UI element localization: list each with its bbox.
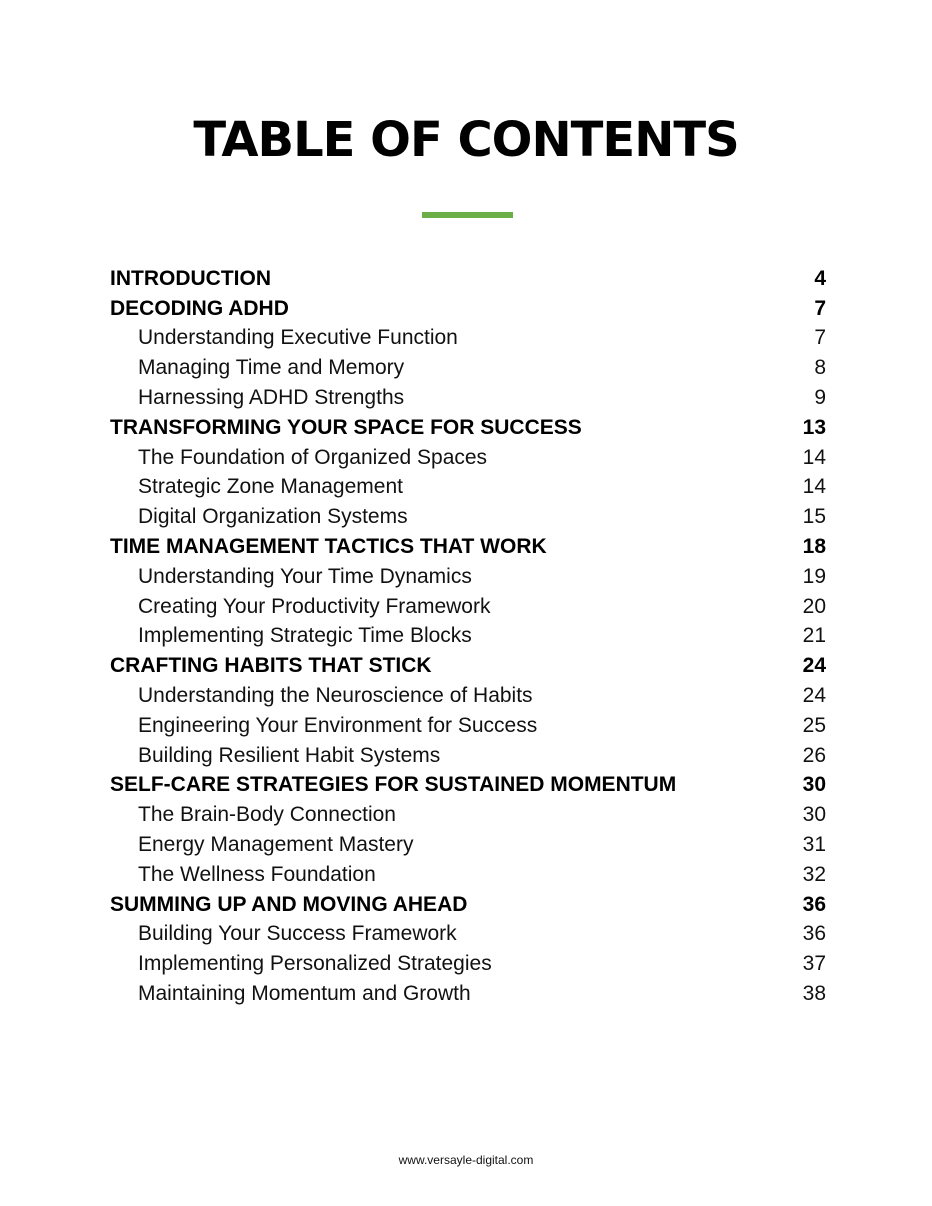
toc-entry-title: Understanding Your Time Dynamics [138, 564, 472, 588]
toc-entry-title: The Brain-Body Connection [138, 803, 396, 827]
toc-entry-title: SELF-CARE STRATEGIES FOR SUSTAINED MOMENTUM [110, 773, 677, 797]
toc-entry-title: TRANSFORMING YOUR SPACE FOR SUCCESS [110, 415, 582, 439]
toc-page-number: 4 [814, 266, 826, 290]
toc-section-row[interactable] [110, 383, 826, 413]
toc-chapter-row[interactable] [110, 651, 826, 681]
toc-entry-title: Engineering Your Environment for Success [138, 713, 538, 737]
toc-section-row[interactable] [110, 741, 826, 771]
table-of-contents [110, 264, 826, 1009]
toc-section-row[interactable] [110, 920, 826, 950]
toc-entry-title: INTRODUCTION [110, 266, 271, 290]
toc-entry-title: Maintaining Momentum and Growth [138, 982, 471, 1006]
toc-page-number: 36 [802, 892, 826, 916]
toc-entry-title: Building Resilient Habit Systems [138, 743, 441, 767]
toc-section-row[interactable] [110, 949, 826, 979]
toc-section-row[interactable] [110, 830, 826, 860]
page-title: TABLE OF CONTENTS [193, 112, 739, 168]
toc-section-row[interactable] [110, 979, 826, 1009]
toc-page-number: 21 [802, 624, 826, 648]
toc-section-row[interactable] [110, 353, 826, 383]
toc-page-number: 7 [814, 326, 826, 350]
toc-section-row[interactable] [110, 324, 826, 354]
toc-entry-title: Implementing Strategic Time Blocks [138, 624, 472, 648]
toc-section-row[interactable] [110, 502, 826, 532]
toc-page-number: 9 [814, 386, 826, 410]
toc-section-row[interactable] [110, 800, 826, 830]
toc-section-row[interactable] [110, 473, 826, 503]
toc-page-number: 19 [802, 564, 826, 588]
toc-page-number: 14 [802, 445, 826, 469]
toc-section-row[interactable] [110, 562, 826, 592]
toc-entry-title: Digital Organization Systems [138, 505, 408, 529]
toc-section-row[interactable] [110, 622, 826, 652]
toc-chapter-row[interactable] [110, 294, 826, 324]
toc-page-number: 30 [802, 803, 826, 827]
toc-page-number: 32 [802, 862, 826, 886]
toc-chapter-row[interactable] [110, 264, 826, 294]
footer-url[interactable]: www.versayle-digital.com [398, 1153, 534, 1167]
toc-page-number: 36 [802, 922, 826, 946]
toc-entry-title: TIME MANAGEMENT TACTICS THAT WORK [110, 535, 547, 559]
toc-chapter-row[interactable] [110, 890, 826, 920]
toc-section-row[interactable] [110, 711, 826, 741]
toc-page-number: 8 [814, 356, 826, 380]
toc-entry-title: Strategic Zone Management [138, 475, 403, 499]
toc-page-number: 30 [802, 773, 826, 797]
toc-entry-title: The Foundation of Organized Spaces [138, 445, 488, 469]
toc-section-row[interactable] [110, 443, 826, 473]
toc-entry-title: Creating Your Productivity Framework [138, 594, 491, 618]
toc-page-number: 13 [802, 415, 826, 439]
toc-section-row[interactable] [110, 681, 826, 711]
toc-page-number: 14 [802, 475, 826, 499]
toc-page-number: 18 [802, 535, 826, 559]
toc-entry-title: Understanding Executive Function [138, 326, 458, 350]
toc-chapter-row[interactable] [110, 413, 826, 443]
toc-page-number: 31 [802, 833, 826, 857]
toc-page-number: 20 [802, 594, 826, 618]
toc-entry-title: Harnessing ADHD Strengths [138, 386, 405, 410]
toc-section-row[interactable] [110, 860, 826, 890]
toc-section-row[interactable] [110, 592, 826, 622]
toc-page-number: 26 [802, 743, 826, 767]
toc-entry-title: Understanding the Neuroscience of Habits [138, 684, 533, 708]
toc-entry-title: The Wellness Foundation [138, 862, 376, 886]
toc-page-number: 7 [814, 296, 826, 320]
toc-page-number: 38 [802, 982, 826, 1006]
toc-page-number: 24 [802, 684, 826, 708]
toc-entry-title: Energy Management Mastery [138, 833, 414, 857]
toc-page-number: 15 [802, 505, 826, 529]
toc-chapter-row[interactable] [110, 771, 826, 801]
toc-entry-title: Building Your Success Framework [138, 922, 457, 946]
toc-page-number: 24 [802, 654, 826, 678]
toc-entry-title: Implementing Personalized Strategies [138, 952, 492, 976]
toc-entry-title: Managing Time and Memory [138, 356, 405, 380]
toc-chapter-row[interactable] [110, 532, 826, 562]
toc-page-number: 37 [802, 952, 826, 976]
toc-page-number: 25 [802, 713, 826, 737]
toc-entry-title: SUMMING UP AND MOVING AHEAD [110, 892, 468, 916]
toc-entry-title: CRAFTING HABITS THAT STICK [110, 654, 432, 678]
title-divider [422, 212, 513, 218]
toc-entry-title: DECODING ADHD [110, 296, 289, 320]
